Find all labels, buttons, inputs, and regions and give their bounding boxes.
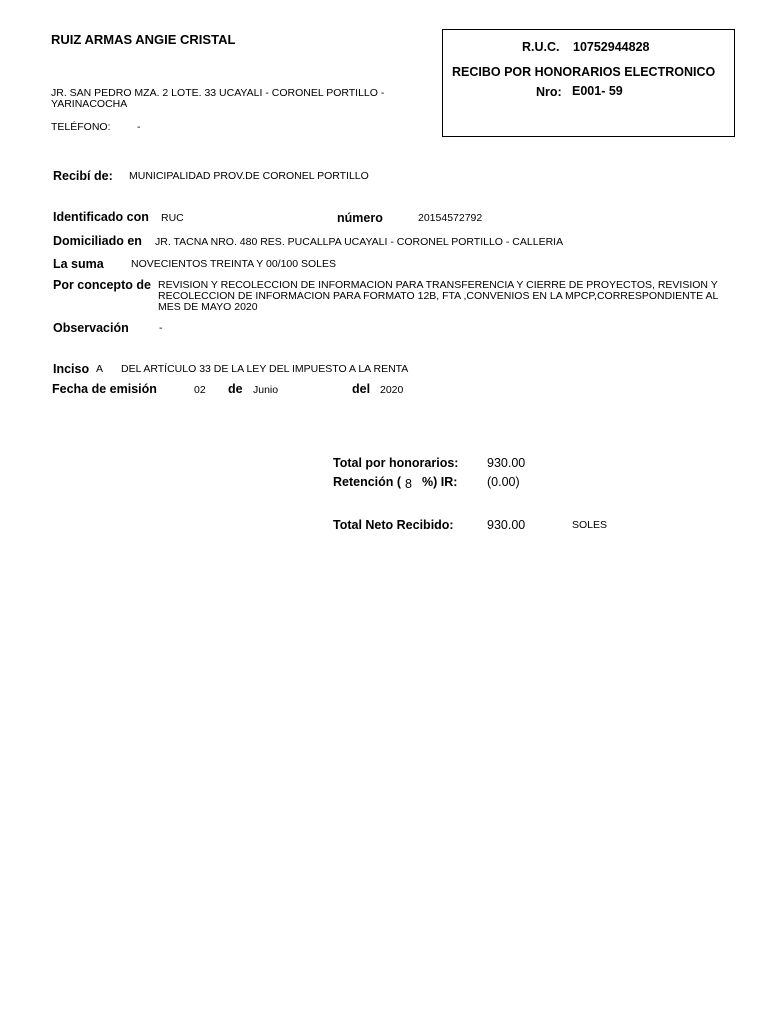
fecha-de-label: de: [228, 382, 243, 396]
retencion-label-start: Retención (: [333, 475, 402, 489]
inciso-text: DEL ARTÍCULO 33 DE LA LEY DEL IMPUESTO A LA RENTA: [121, 363, 409, 375]
ruc-label: R.U.C.: [522, 40, 560, 54]
total-neto-currency: SOLES: [572, 519, 608, 531]
fecha-del-label: del: [352, 382, 371, 396]
recibi-value: MUNICIPALIDAD PROV.DE CORONEL PORTILLO: [129, 170, 369, 182]
inciso-label: Inciso: [53, 362, 90, 376]
retencion-label-end: %) IR:: [422, 475, 458, 489]
suma-label: La suma: [53, 257, 104, 271]
nro-label: Nro:: [536, 85, 562, 99]
document-title: RECIBO POR HONORARIOS ELECTRONICO: [452, 65, 716, 79]
total-neto-value: 930.00: [487, 518, 526, 532]
ruc-value: 10752944828: [573, 40, 650, 54]
issuer-phone-value: -: [137, 121, 141, 133]
issuer-name: RUIZ ARMAS ANGIE CRISTAL: [51, 32, 236, 47]
inciso-value: A: [96, 363, 104, 375]
numero-label: número: [337, 211, 383, 225]
concepto-value: REVISION Y RECOLECCION DE INFORMACION PARA TRANSFERENCIA Y CIERRE DE PROYECTOS, REVISION Y RECOLECCION DE INFORMACION PARA FORMATO 12B, FTA ,CONVENIOS EN LA MPCP,CORRESPONDIENTE AL MES DE MAYO 2020: [158, 279, 718, 313]
observacion-label: Observación: [53, 321, 129, 335]
total-honorarios-label: Total por honorarios:: [333, 456, 459, 470]
numero-value: 20154572792: [418, 212, 483, 224]
recibi-label: Recibí de:: [53, 169, 113, 183]
total-honorarios-value: 930.00: [487, 456, 526, 470]
fecha-label: Fecha de emisión: [52, 382, 157, 396]
identificado-value: RUC: [161, 212, 184, 224]
nro-value: E001- 59: [572, 84, 623, 98]
suma-value: NOVECIENTOS TREINTA Y 00/100 SOLES: [131, 258, 337, 270]
total-neto-label: Total Neto Recibido:: [333, 518, 454, 532]
fecha-month: Junio: [253, 384, 279, 396]
domiciliado-label: Domiciliado en: [53, 234, 142, 248]
observacion-value: -: [159, 322, 163, 334]
issuer-address: JR. SAN PEDRO MZA. 2 LOTE. 33 UCAYALI - CORONEL PORTILLO - YARINACOCHA: [51, 87, 385, 110]
fecha-day: 02: [194, 384, 206, 396]
fecha-year: 2020: [380, 384, 404, 396]
retencion-percentage: 8: [405, 477, 412, 491]
retencion-value: (0.00): [487, 475, 520, 489]
identificado-label: Identificado con: [53, 210, 149, 224]
domiciliado-value: JR. TACNA NRO. 480 RES. PUCALLPA UCAYALI - CORONEL PORTILLO - CALLERIA: [155, 236, 564, 248]
issuer-phone-label: TELÉFONO:: [51, 121, 111, 133]
concepto-label: Por concepto de: [53, 278, 151, 292]
